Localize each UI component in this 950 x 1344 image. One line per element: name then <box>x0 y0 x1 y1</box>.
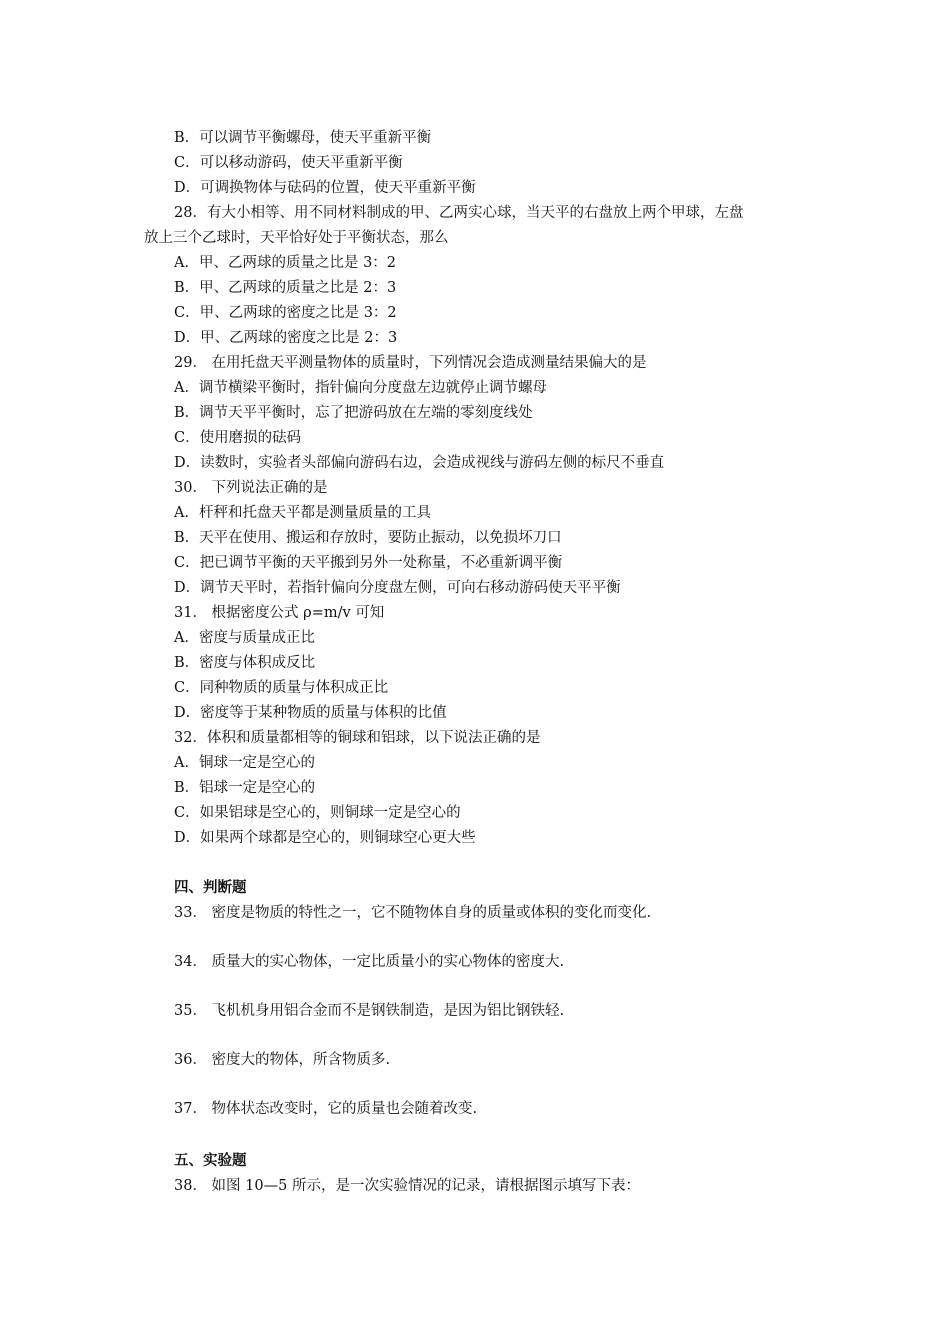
q30-option-d: D．调节天平时，若指针偏向分度盘左侧，可向右移动游码使天平平衡 <box>174 580 621 596</box>
q30-option-a: A．杆秤和托盘天平都是测量质量的工具 <box>174 505 431 521</box>
q30-option-c: C．把已调节平衡的天平搬到另外一处称量，不必重新调平衡 <box>174 555 563 571</box>
q32-option-d: D．如果两个球都是空心的，则铜球空心更大些 <box>174 830 476 846</box>
q29-option-a: A．调节横梁平衡时，指针偏向分度盘左边就停止调节螺母 <box>174 380 547 396</box>
q32-option-b: B．铝球一定是空心的 <box>174 780 316 796</box>
q27-option-b: B．可以调节平衡螺母，使天平重新平衡 <box>174 130 432 146</box>
q29-option-c: C．使用磨损的砝码 <box>174 430 302 446</box>
section-heading-judgement: 四、判断题 <box>174 880 247 896</box>
q31-option-d: D．密度等于某种物质的质量与体积的比值 <box>174 705 447 721</box>
q28-stem-line2: 放上三个乙球时，天平恰好处于平衡状态，那么 <box>144 230 449 246</box>
q29-option-d: D．读数时，实验者头部偏向游码右边，会造成视线与游码左侧的标尺不垂直 <box>174 455 665 471</box>
q32-option-a: A．铜球一定是空心的 <box>174 755 315 771</box>
q35-statement: 35． 飞机机身用铝合金而不是钢铁制造，是因为铝比钢铁轻. <box>174 1003 565 1019</box>
q30-option-b: B．天平在使用、搬运和存放时，要防止振动，以免损坏刀口 <box>174 530 562 546</box>
q37-statement: 37． 物体状态改变时，它的质量也会随着改变. <box>174 1101 478 1117</box>
section-heading-experiment: 五、实验题 <box>174 1153 247 1169</box>
q33-statement: 33． 密度是物质的特性之一，它不随物体自身的质量或体积的变化而变化. <box>174 905 652 921</box>
q31-option-a: A．密度与质量成正比 <box>174 630 315 646</box>
q36-statement: 36． 密度大的物体，所含物质多. <box>174 1052 391 1068</box>
q34-statement: 34． 质量大的实心物体，一定比质量小的实心物体的密度大. <box>174 954 565 970</box>
q32-option-c: C．如果铝球是空心的，则铜球一定是空心的 <box>174 805 461 821</box>
q28-option-a: A．甲、乙两球的质量之比是 3：2 <box>174 255 397 271</box>
q28-option-c: C．甲、乙两球的密度之比是 3：2 <box>174 305 397 321</box>
q31-option-c: C．同种物质的质量与体积成正比 <box>174 680 389 696</box>
q29-option-b: B．调节天平平衡时，忘了把游码放在左端的零刻度线处 <box>174 405 533 421</box>
q30-stem: 30． 下列说法正确的是 <box>174 480 328 496</box>
q38-stem: 38． 如图 10—5 所示，是一次实验情况的记录，请根据图示填写下表： <box>174 1178 640 1194</box>
q32-stem: 32．体积和质量都相等的铜球和铝球，以下说法正确的是 <box>174 730 541 746</box>
q28-option-b: B．甲、乙两球的质量之比是 2：3 <box>174 280 397 296</box>
q28-stem-line1: 28．有大小相等、用不同材料制成的甲、乙两实心球，当天平的右盘放上两个甲球，左盘 <box>174 205 744 221</box>
q31-option-b: B．密度与体积成反比 <box>174 655 316 671</box>
q31-stem: 31． 根据密度公式 ρ=m/v 可知 <box>174 605 385 621</box>
q28-option-d: D．甲、乙两球的密度之比是 2：3 <box>174 330 398 346</box>
q27-option-d: D．可调换物体与砝码的位置，使天平重新平衡 <box>174 180 476 196</box>
q27-option-c: C．可以移动游码，使天平重新平衡 <box>174 155 403 171</box>
q29-stem: 29． 在用托盘天平测量物体的质量时，下列情况会造成测量结果偏大的是 <box>174 355 647 371</box>
